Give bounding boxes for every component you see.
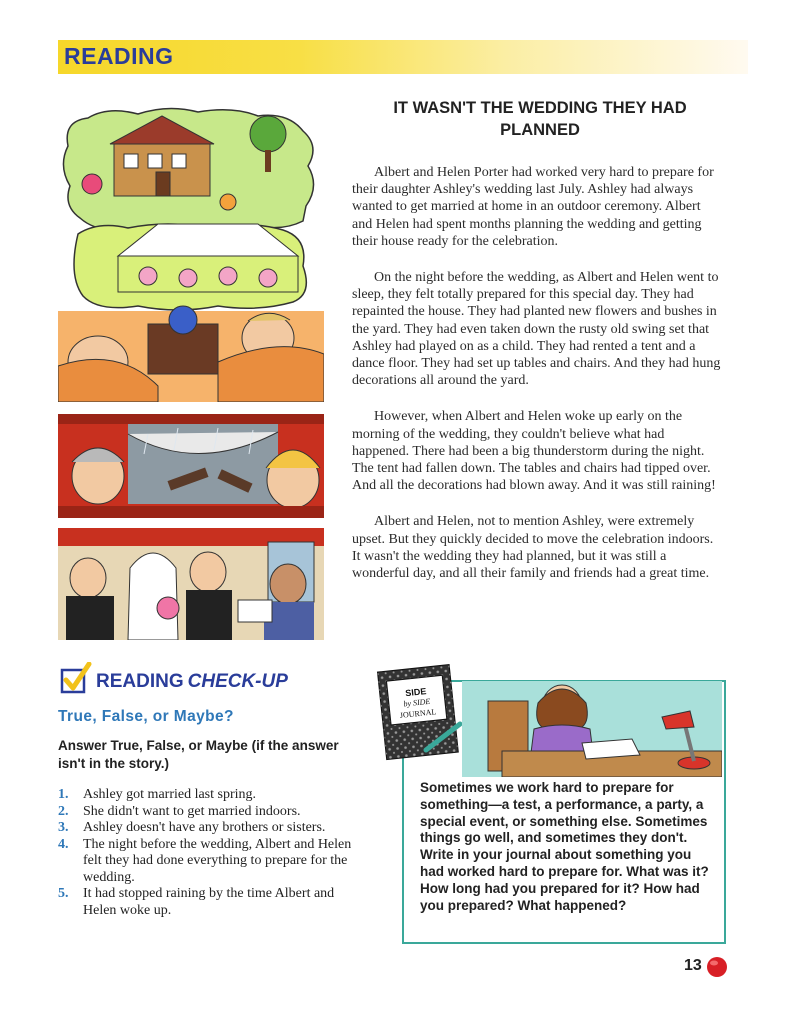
journal-book-icon [376, 664, 462, 762]
story-paragraph: On the night before the wedding, as Albert and Helen went to sleep, they felt totally prepared for this special day. They had repainted the house. They had planted new flowers and bushes in the yard. They had even taken down the rusty old swing set that Ashley had played on as a child. They had rented a tent and a dance floor. They had set up tables and chairs. And they had hung decorations all around the yard. [352, 270, 721, 389]
journal-book-line1: SIDE [404, 686, 427, 699]
question-item [58, 820, 363, 837]
illustration-storm [58, 414, 324, 518]
question-text: Ashley got married last spring. [83, 787, 257, 802]
story-title: IT WASN'T THE WEDDING THEY HAD PLANNED [393, 99, 687, 139]
page-number: 13 [684, 957, 702, 974]
checkup-title-italic: CHECK-UP [187, 671, 288, 692]
story-paragraph: Albert and Helen, not to mention Ashley, were extremely upset. But they quickly decided to move the celebration indoors. It wasn't the wedding they had planned, but it was still a wonderful day, and all their family and friends had a great time. [352, 514, 714, 582]
question-text: It had stopped raining by the time Albert and Helen woke up. [83, 886, 335, 918]
checkup-subtitle: True, False, or Maybe? [58, 708, 234, 725]
section-label: READING [64, 43, 174, 69]
question-number: 2. [58, 803, 69, 819]
question-number: 1. [58, 787, 69, 802]
question-number: 3. [58, 820, 69, 835]
story-paragraph: However, when Albert and Helen woke up early on the morning of the wedding, they couldn't believe what had happened. There had been a big thunderstorm during the night. The tent had fallen down. The tables and chairs had tipped over. And all the decorations had blown away. And it was still raining! [352, 409, 716, 494]
question-text: The night before the wedding, Albert and Helen felt they had done everything to prepare for the wedding. [83, 836, 352, 885]
question-number: 4. [58, 836, 69, 852]
question-text: Ashley doesn't have any brothers or sisters. [83, 820, 326, 835]
journal-illustration [462, 681, 722, 777]
question-item [58, 837, 363, 887]
question-list [58, 787, 363, 919]
section-banner [58, 40, 748, 74]
question-number: 5. [58, 886, 69, 901]
page-dot-icon [706, 956, 728, 978]
checkup-title-main: READING [96, 671, 184, 692]
checkup-title [96, 671, 288, 693]
checkmark-icon [60, 662, 92, 694]
checkup-instructions: Answer True, False, or Maybe (if the answer isn't in the story.) [58, 738, 339, 771]
journal-prompt: Sometimes we work hard to prepare for something—a test, a performance, a party, a special event, or something else. Sometimes things go well, and sometimes they don't. Write in your journal about something you had worked hard to prepare for. What was it? How long had you prepared for it? How had you prepared? What happened? [420, 780, 709, 913]
question-item [58, 804, 363, 821]
question-item [58, 787, 363, 804]
question-text: She didn't want to get married indoors. [83, 803, 301, 819]
illustration-dream [58, 106, 324, 402]
journal-book-line3: JOURNAL [399, 707, 437, 720]
story-paragraph: Albert and Helen Porter had worked very hard to prepare for their daughter Ashley's wedding last July. Ashley had always wanted to get married at home in an outdoor ceremony. Albert and Helen had spent months planning the wedding and getting their house ready for the celebration. [352, 165, 714, 249]
journal-book-line2: by SIDE [403, 696, 431, 709]
illustration-indoor-wedding [58, 528, 324, 640]
story-body [352, 164, 724, 601]
question-item [58, 886, 363, 919]
